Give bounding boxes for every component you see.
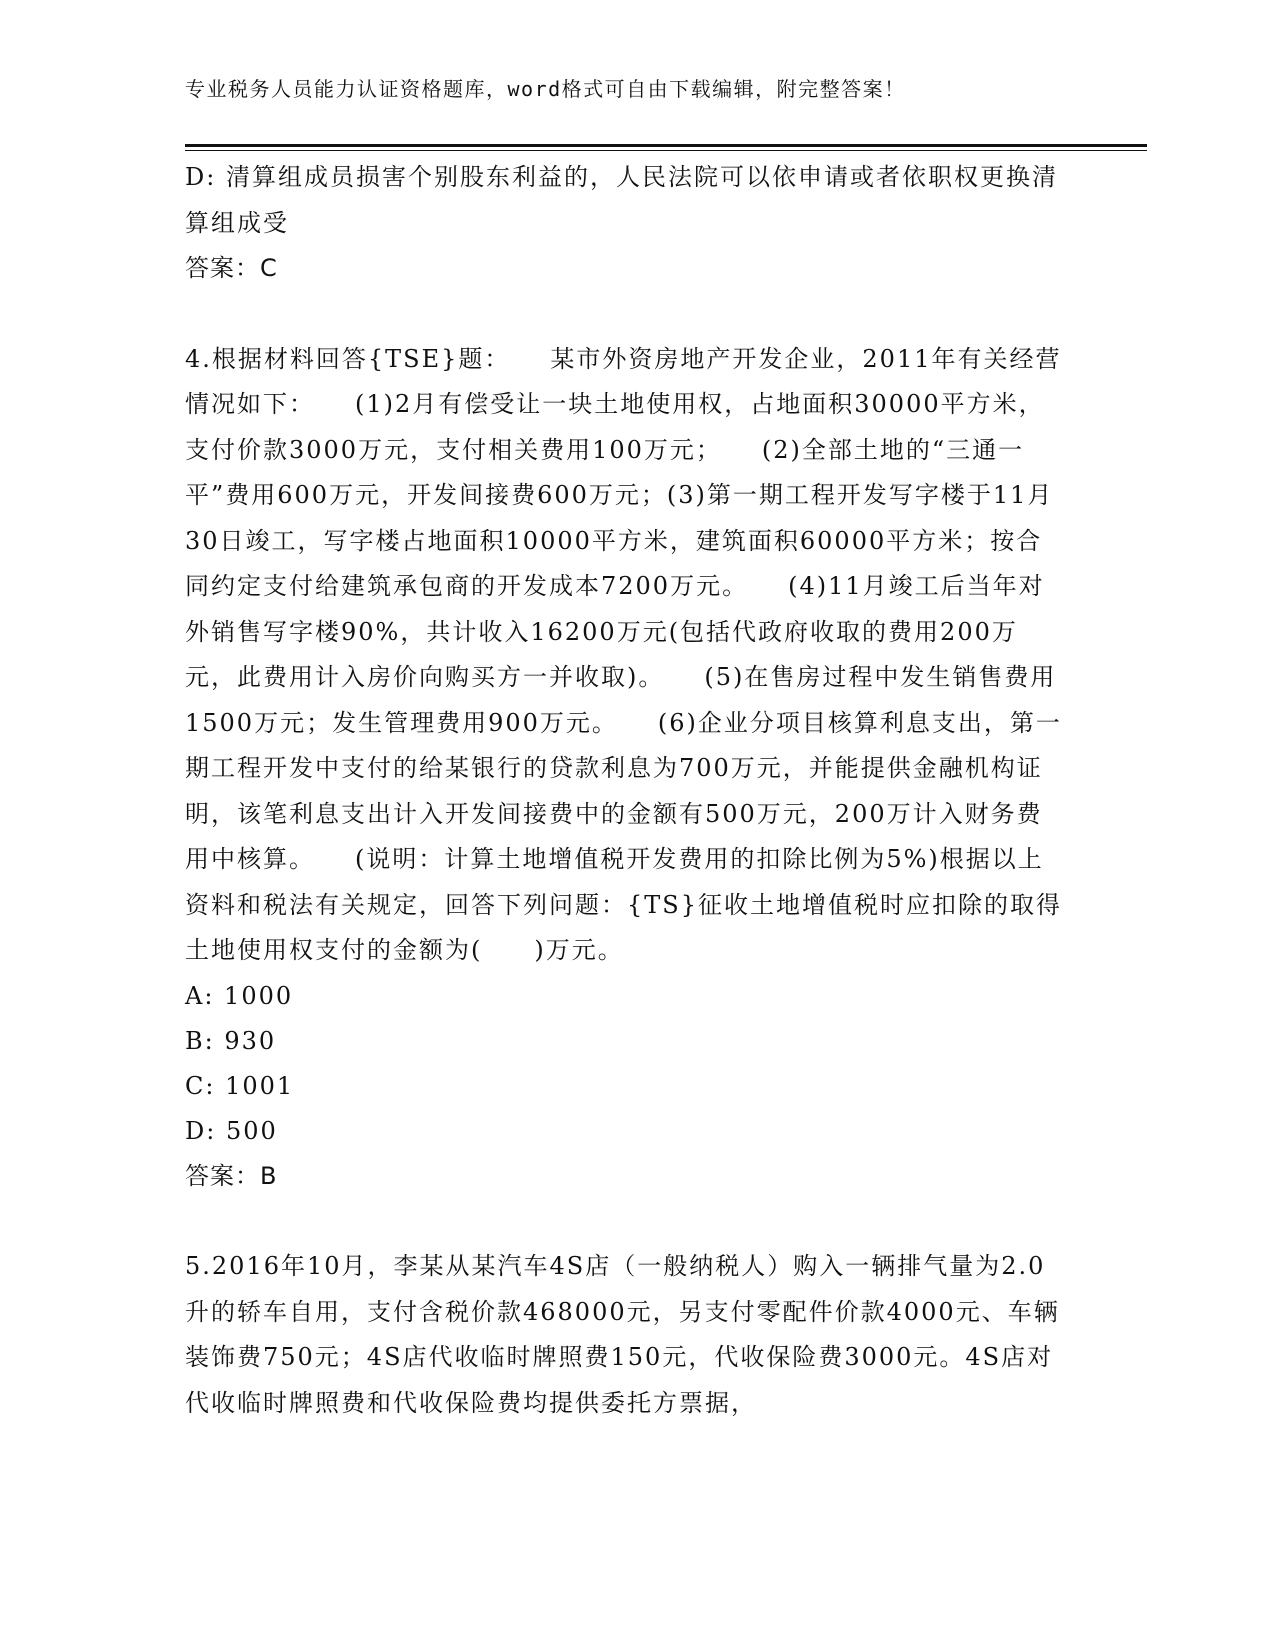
question-4-option-d: D: 500 [185, 1116, 278, 1145]
paragraph-spacer [185, 292, 1065, 337]
paragraph-spacer [185, 1199, 1065, 1244]
question-4-option-b: B: 930 [185, 1026, 277, 1055]
question-3-option-d: D: 清算组成员损害个别股东利益的，人民法院可以依申请或者依职权更换清算组成受 [185, 163, 1058, 237]
header-rule-thin [185, 150, 1147, 151]
question-4-answer: 答案：B [185, 1161, 278, 1190]
question-3-answer: 答案：C [185, 254, 278, 282]
question-4-stem: 4.根据材料回答{TSE}题： 某市外资房地产开发企业，2011年有关经营情况如下： (1)2月有偿受让一块土地使用权，占地面积30000平方米，支付价款3000万元，支付相关费用100万元； (2)全部土地的“三通一平”费用600万元，开发间接费600万元；(3)第一期工程开发写字楼于11月30日竣工，写字楼占地面积10000平方米，建筑面积60000平方米；按合同约定支付给建筑承包商的开发成本7200万元。 (4)11月竣工后当年对外销售写字楼90%，共计收入16200万元(包括代政府收取的费用200万元，此费用计入房价向购买方一并收取)。 (5)在售房过程中发生销售费用1500万元；发生管理费用900万元。 (6)企业分项目核算利息支出，第一期工程开发中支付的给某银行的贷款利息为700万元，并能提供金融机构证明，该笔利息支出计入开发间接费中的金额有500万元，200万计入财务费用中核算。 (说明：计算土地增值税开发费用的扣除比例为5%)根据以上资料和税法有关规定，回答下列问题：{TS}征收土地增值税时应扣除的取得土地使用权支付的金额为( )万元。 [185, 344, 1062, 964]
header-rule-thick [185, 144, 1147, 147]
page-header: 专业税务人员能力认证资格题库，word格式可自由下载编辑，附完整答案！ [185, 77, 906, 101]
question-4-option-a: A: 1000 [185, 981, 294, 1010]
question-5-stem: 5.2016年10月，李某从某汽车4S店（一般纳税人）购入一辆排气量为2.0升的轿车自用，支付含税价款468000元，另支付零配件价款4000元、车辆装饰费750元；4S店代收临时牌照费150元，代收保险费3000元。4S店对代收临时牌照费和代收保险费均提供委托方票据， [185, 1252, 1060, 1417]
question-4-option-c: C: 1001 [185, 1071, 295, 1100]
document-body [185, 155, 1065, 1426]
